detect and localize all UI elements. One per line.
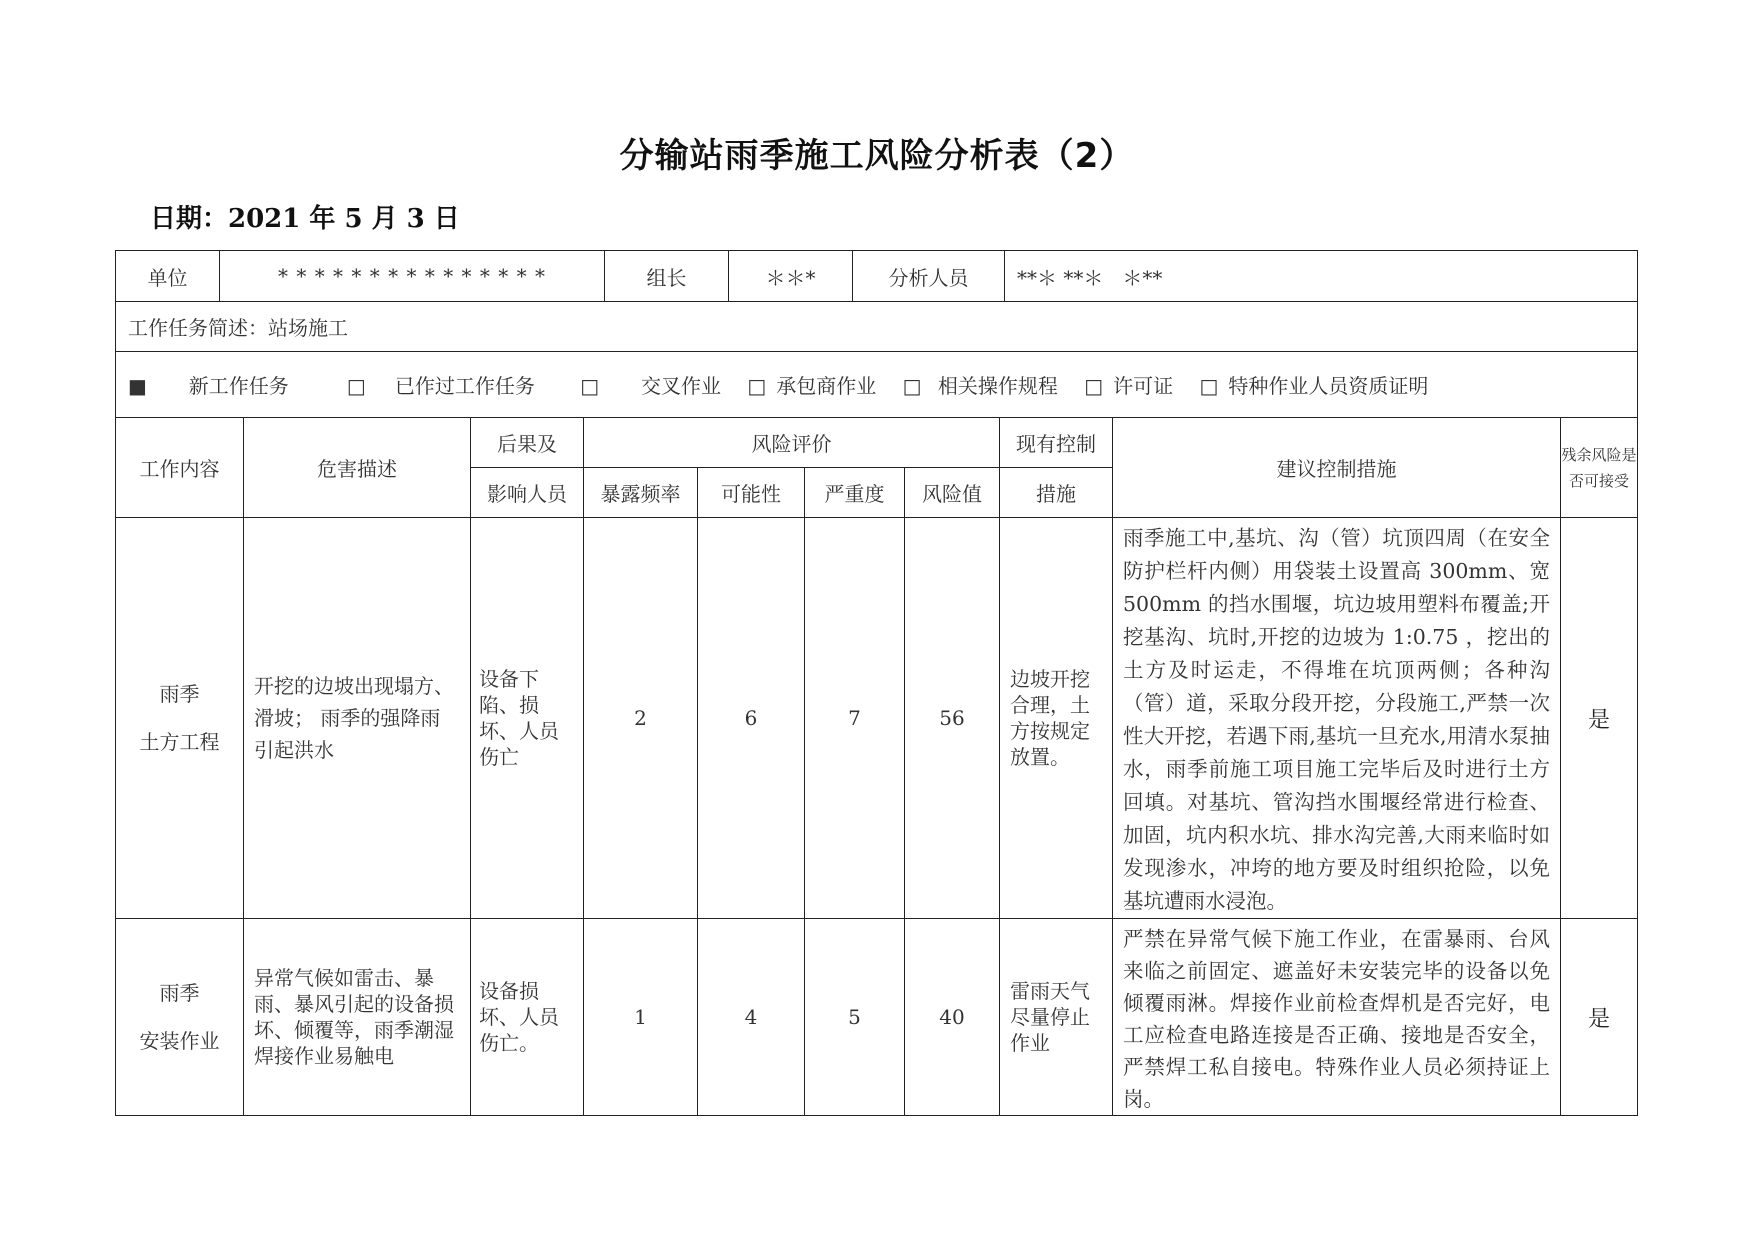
option-permit[interactable]: □ 许可证 <box>1084 374 1174 398</box>
leader-label: 组长 <box>605 251 729 301</box>
residual-acceptable: 是 <box>1561 919 1638 1116</box>
possibility-value: 4 <box>698 919 805 1116</box>
option-contractor[interactable]: □ 承包商作业 <box>747 374 877 398</box>
header-residual: 残余风险是 否可接受 <box>1561 418 1638 518</box>
option-new-task[interactable]: ■ 新工作任务 <box>128 374 289 398</box>
unit-label: 单位 <box>116 251 220 301</box>
header-risk-value: 风险值 <box>905 468 1000 518</box>
checkbox-checked-icon: ■ <box>128 374 147 398</box>
suggested-controls: 严禁在异常气候下施工作业，在雷暴雨、台风来临之前固定、遮盖好未安装完毕的设备以免倾覆雨淋。焊接作业前检查焊机是否完好，电工应检查电路连接是否正确、接地是否安全，严禁焊工私自接电。特殊作业人员必须持证上岗。 <box>1113 919 1561 1116</box>
risk-value: 56 <box>905 518 1000 919</box>
header-consequence-bottom: 影响人员 <box>471 468 584 518</box>
checkbox-icon: □ <box>346 374 366 398</box>
option-procedures[interactable]: □ 相关操作规程 <box>902 374 1058 398</box>
checkbox-icon: □ <box>580 374 600 398</box>
info-row <box>116 251 1637 301</box>
possibility-value: 6 <box>698 518 805 919</box>
header-work: 工作内容 <box>116 418 244 518</box>
work-content: 雨季 安装作业 <box>116 919 244 1116</box>
checkbox-icon: □ <box>902 374 922 398</box>
header-existing-bottom: 措施 <box>1000 468 1113 518</box>
option-done-task[interactable]: □ 已作过工作任务 <box>346 374 535 398</box>
header-possibility: 可能性 <box>698 468 805 518</box>
work-content: 雨季 土方工程 <box>116 518 244 919</box>
option-special-cert[interactable]: □ 特种作业人员资质证明 <box>1199 374 1429 398</box>
suggested-controls: 雨季施工中,基坑、沟（管）坑顶四周（在安全防护栏杆内侧）用袋装土设置高 300mm、宽 500mm 的挡水围堰，坑边坡用塑料布覆盖;开挖基沟、坑时,开挖的边坡为 1:0.75 ，挖出的土方及时运走，不得堆在坑顶两侧；各种沟（管）道，采取分段开挖，分段施工,严禁一次性大开挖，若遇下雨,基坑一旦充水,用清水泵抽水，雨季前施工项目施工完毕后及时进行土方回填。对基坑、管沟挡水围堰经常进行检查、加固，坑内积水坑、排水沟完善,大雨来临时如发现渗水，冲垮的地方要及时组织抢险，以免基坑遭雨水浸泡。 <box>1113 518 1561 919</box>
table-row <box>116 518 1638 919</box>
unit-value: * * * * * * * * * * * * * * * <box>220 251 605 301</box>
severity-value: 7 <box>805 518 905 919</box>
hazard-description: 异常气候如雷击、暴雨、暴风引起的设备损坏、倾覆等，雨季潮湿焊接作业易触电 <box>244 919 471 1116</box>
hazard-description: 开挖的边坡出现塌方、滑坡； 雨季的强降雨引起洪水 <box>244 518 471 919</box>
analyst-label: 分析人员 <box>853 251 1005 301</box>
header-severity: 严重度 <box>805 468 905 518</box>
header-risk-eval: 风险评价 <box>584 418 1000 468</box>
residual-acceptable: 是 <box>1561 518 1638 919</box>
header-hazard: 危害描述 <box>244 418 471 518</box>
table-row <box>116 919 1638 1116</box>
exposure-value: 2 <box>584 518 698 919</box>
checkbox-icon: □ <box>747 374 767 398</box>
header-consequence-top: 后果及 <box>471 418 584 468</box>
severity-value: 5 <box>805 919 905 1116</box>
page-title: 分输站雨季施工风险分析表（2） <box>619 136 1135 176</box>
header-existing-top: 现有控制 <box>1000 418 1113 468</box>
leader-value: ＊＊* <box>729 251 853 301</box>
option-cross-work[interactable]: □ 交叉作业 <box>580 374 721 398</box>
existing-controls: 雷雨天气尽量停止作业 <box>1000 919 1113 1116</box>
exposure-value: 1 <box>584 919 698 1116</box>
task-type-options <box>116 352 1638 418</box>
task-description: 工作任务简述：站场施工 <box>116 302 1638 352</box>
checkbox-icon: □ <box>1199 374 1219 398</box>
header-suggested: 建议控制措施 <box>1113 418 1561 518</box>
consequence: 设备损坏、人员伤亡。 <box>471 919 584 1116</box>
analyst-value: **＊ **＊ ＊** <box>1017 265 1163 290</box>
header-exposure: 暴露频率 <box>584 468 698 518</box>
checkbox-icon: □ <box>1084 374 1104 398</box>
risk-value: 40 <box>905 919 1000 1116</box>
consequence: 设备下陷、损坏、人员伤亡 <box>471 518 584 919</box>
risk-analysis-table <box>115 250 1638 1116</box>
existing-controls: 边坡开挖合理，土方按规定放置。 <box>1000 518 1113 919</box>
date-line: 日期：2021 年 5 月 3 日 <box>150 204 460 234</box>
